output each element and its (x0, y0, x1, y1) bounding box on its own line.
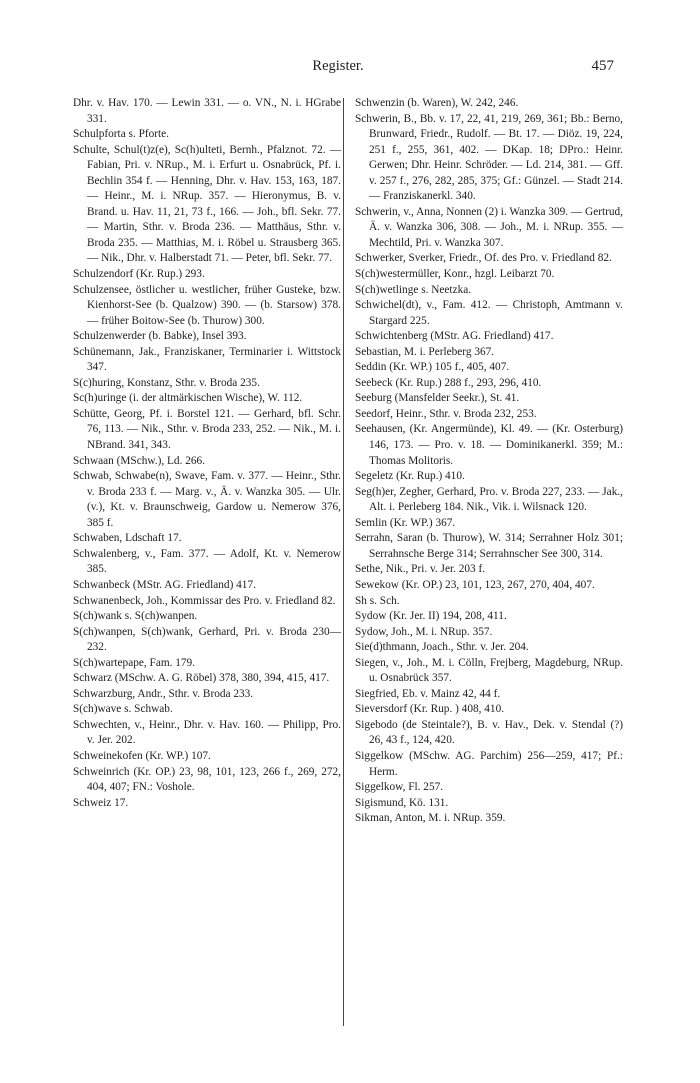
index-entry: Sc(h)uringe (i. der altmärkischen Wische), W. 112. (73, 392, 303, 405)
index-entry: Siegfried, Eb. v. Mainz 42, 44 f. (355, 687, 501, 700)
index-entry: Seddin (Kr. WP.) 105 f., 405, 407. (355, 361, 510, 374)
index-entry: Seg(h)er, Zegher, Gerhard, Pro. v. Broda 227, 233. — Jak., Alt. i. Perleberg 184. Nik., Vik. i. Wilsnack 120. (355, 485, 623, 514)
index-entry: Seeburg (Mansfelder Seekr.), St. 41. (355, 392, 520, 405)
index-entry: S(ch)wetlinge s. Neetzka. (355, 283, 472, 296)
index-entry: Schwerker, Sverker, Friedr., Of. des Pro. v. Friedland 82. (355, 252, 612, 265)
index-entry: Sebastian, M. i. Perleberg 367. (355, 345, 495, 358)
index-entry: Schulzendorf (Kr. Rup.) 293. (73, 268, 205, 281)
index-entry: Schwaan (MSchw.), Ld. 266. (73, 454, 205, 467)
running-title: Register. (312, 58, 364, 74)
index-entry: Schwalenberg, v., Fam. 377. — Adolf, Kt. v. Nemerow 385. (73, 547, 341, 576)
index-entry: Dhr. v. Hav. 170. — Lewin 331. — o. VN., N. i. HGrabe 331. (73, 97, 341, 125)
index-entry: Schulzensee, östlicher u. westlicher, früher Gusteke, bzw. Kienhorst-See (b. Qualzow) 390. — (b. Starsow) 378. — früher Boitow-See (b. Thurow) 300. (73, 283, 341, 327)
index-entry: Sikman, Anton, M. i. NRup. 359. (355, 812, 506, 825)
index-entry: Schwerin, B., Bb. v. 17, 22, 41, 219, 269, 361; Bb.: Berno, Brunward, Friedr., Rudolf. — Bt. 17. — Diöz. 19, 224, 251 f., 255, 361, 402. — DKap. 18; DPro.: Heinr. Gerwen; Dhr. Heinr. Schröder. — Ld. 214, 381. — Gff. v. 257 f., 276, 282, 285, 375; Gf.: Günzel. — Stadt 214. — Franziskanerkl. 340. (355, 112, 623, 203)
index-entry: S(c)huring, Konstanz, Sthr. v. Broda 235. (73, 376, 260, 389)
index-entry: Sigebodo (de Steintale?), B. v. Hav., Dek. v. Stendal (?) 26, 43 f., 124, 420. (355, 718, 623, 747)
index-entry: Sie(d)thmann, Joach., Sthr. v. Jer. 204. (355, 641, 529, 654)
index-entry: Siggelkow (MSchw. AG. Parchim) 256—259, 417; Pf.: Herm. (355, 749, 623, 778)
index-entry: S(ch)wank s. S(ch)wanpen. (73, 610, 198, 623)
index-entry: Siegen, v., Joh., M. i. Cölln, Frejberg, Magdeburg, NRup. u. Osnabrück 357. (355, 656, 623, 685)
index-entry: Sieversdorf (Kr. Rup. ) 408, 410. (355, 703, 505, 716)
index-entry: Schwechten, v., Heinr., Dhr. v. Hav. 160. — Philipp, Pro. v. Jer. 202. (73, 718, 341, 747)
index-entry: Serrahn, Saran (b. Thurow), W. 314; Serrahner Holz 301; Serrahnsche Berge 314; Serrahnscher See 300, 314. (355, 532, 623, 560)
index-entry: S(ch)wartepape, Fam. 179. (73, 656, 196, 669)
index-entry: Schwarz (MSchw. A. G. Röbel) 378, 380, 394, 415, 417. (73, 672, 330, 685)
index-entry: Sigismund, Kö. 131. (355, 796, 449, 809)
page-header (0, 58, 700, 80)
index-entry: Schwaben, Ldschaft 17. (73, 532, 182, 545)
column-divider (343, 98, 344, 1026)
index-entry: Schwerin, v., Anna, Nonnen (2) i. Wanzka 309. — Gertrud, Ä. v. Wanzka 306, 308. — Joh., M. i. NRup. 355. — Mechtild, Pri. v. Wanzka 307. (355, 205, 623, 249)
index-entry: Sethe, Nik., Pri. v. Jer. 203 f. (355, 563, 486, 576)
right-column (355, 96, 623, 827)
index-entry: Schweinekofen (Kr. WP.) 107. (73, 749, 211, 762)
index-entry: Schulzenwerder (b. Babke), Insel 393. (73, 330, 247, 343)
index-entry: Schwenzin (b. Waren), W. 242, 246. (355, 97, 519, 109)
index-entry: Sydow (Kr. Jer. II) 194, 208, 411. (355, 610, 507, 623)
index-entry: Sh s. Sch. (355, 594, 400, 607)
index-entry: Seebeck (Kr. Rup.) 288 f., 293, 296, 410. (355, 376, 542, 389)
index-entry: Semlin (Kr. WP.) 367. (355, 516, 456, 529)
index-entry: Schwichel(dt), v., Fam. 412. — Christoph, Amtmann v. Stargard 225. (355, 299, 623, 327)
index-entry: S(ch)westermüller, Konr., hzgl. Leibarzt 70. (355, 268, 555, 281)
index-entry: Schwab, Schwabe(n), Swave, Fam. v. 377. — Heinr., Sthr. v. Broda 233 f. — Marg. v., Ä. v. Wanzka 305. — Ulr. (v.), Kt. v. Braunschweig, Gardow u. Nemerow 376, 385 f. (73, 470, 341, 529)
index-entry: Schwichtenberg (MStr. AG. Friedland) 417. (355, 330, 554, 343)
index-entry: Schütte, Georg, Pf. i. Borstel 121. — Gerhard, bfl. Schr. 76, 113. — Nik., Sthr. v. Broda 233, 252. — Nik., M. i. NBrand. 341, 343. (73, 407, 341, 452)
index-entry: Schulte, Schul(t)z(e), Sc(h)ulteti, Bernh., Pfalznot. 72. — Fabian, Pri. v. NRup., M. i. Erfurt u. Osnabrück, Pf. i. Bechlin 354 f. — Henning, Dhr. v. Hav. 153, 163, 187. — Heinr., M. i. NRup. 357. — Hieronymus, B. v. Brand. u. Hav. 11, 21, 73 f., 166. — Joh., bfl. Sekr. 77. — Martin, Sthr. v. Broda 236. — Matthäus, Sthr. v. Broda 235. — Matthias, M. i. Röbel u. Strausberg 365. — Nik., Dhr. v. Halberstadt 71. — Peter, bfl. Sekr. 77. (73, 143, 341, 265)
index-entry: S(ch)wanpen, S(ch)wank, Gerhard, Pri. v. Broda 230—232. (73, 625, 341, 654)
index-entry: Seehausen, (Kr. Angermünde), Kl. 49. — (Kr. Osterburg) 146, 173. — Pro. v. 18. — Dominikanerkl. 359; M.: Thomas Molitoris. (355, 423, 623, 467)
index-entry: Sydow, Joh., M. i. NRup. 357. (355, 625, 493, 638)
index-entry: Segeletz (Kr. Rup.) 410. (355, 470, 465, 483)
index-entry: Schweiz 17. (73, 796, 129, 809)
index-entry: Schwarzburg, Andr., Sthr. v. Broda 233. (73, 687, 254, 700)
page-number: 457 (591, 58, 614, 74)
index-entry: S(ch)wave s. Schwab. (73, 703, 173, 716)
index-entry: Schulpforta s. Pforte. (73, 128, 170, 141)
index-entry: Seedorf, Heinr., Sthr. v. Broda 232, 253. (355, 407, 537, 420)
index-entry: Schweinrich (Kr. OP.) 23, 98, 101, 123, 266 f., 269, 272, 404, 407; FN.: Voshole. (73, 765, 341, 794)
index-entry: Schwanenbeck, Joh., Kommissar des Pro. v. Friedland 82. (73, 594, 336, 607)
index-entry: Schünemann, Jak., Franziskaner, Terminarier i. Wittstock 347. (73, 345, 341, 374)
index-entry: Schwanbeck (MStr. AG. Friedland) 417. (73, 578, 256, 591)
index-entry: Siggelkow, Fl. 257. (355, 781, 444, 794)
index-entry: Sewekow (Kr. OP.) 23, 101, 123, 267, 270, 404, 407. (355, 578, 595, 591)
left-column (73, 96, 341, 811)
